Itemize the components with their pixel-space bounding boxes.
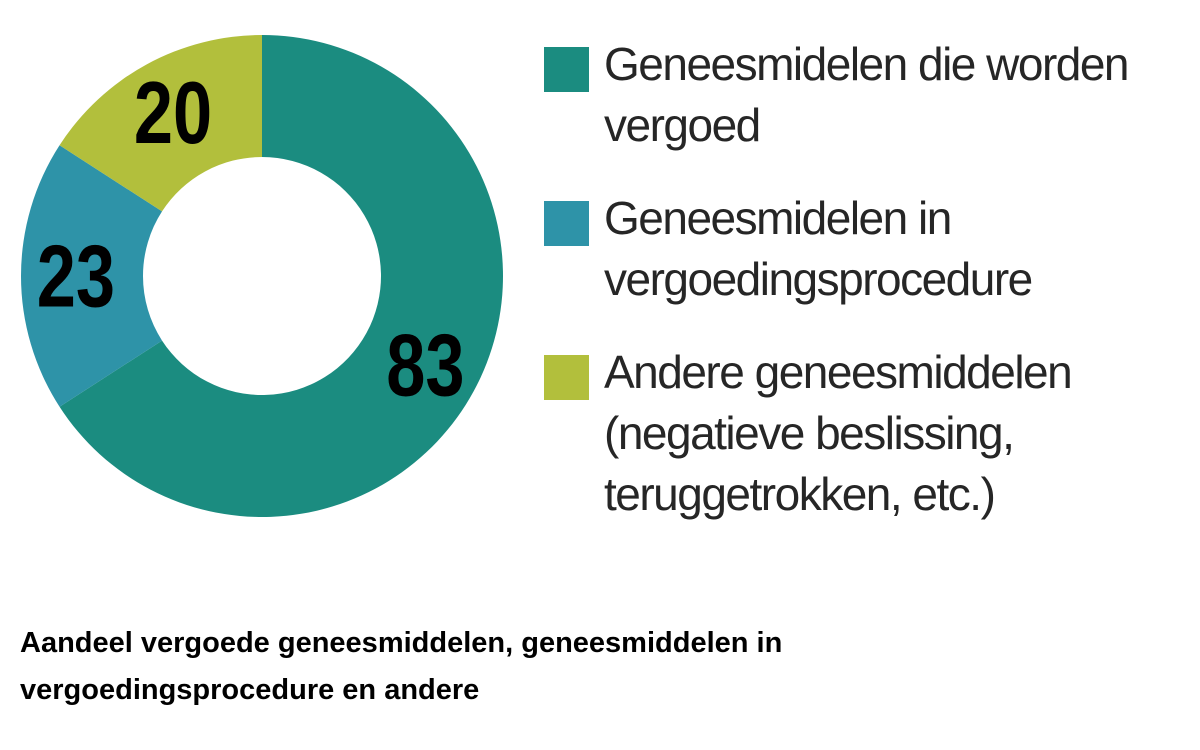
donut-segment-value-1: 23 [36,226,116,326]
legend-item-0 [544,34,1149,156]
donut-chart [0,0,545,545]
chart-caption: Aandeel vergoede geneesmiddelen, geneesmiddelen in vergoedingsprocedure en andere [20,627,783,706]
legend-item-2 [544,342,1149,525]
donut-segment-value-0: 83 [386,315,465,415]
legend-swatch-icon [544,201,589,246]
legend-label: Geneesmidelen in vergoedingsprocedure [604,192,1032,305]
donut-segment-value-2: 20 [133,63,213,162]
legend-label: Andere geneesmiddelen (negatieve beslissing, teruggetrokken, etc.) [604,346,1072,520]
legend-label: Geneesmidelen die worden vergoed [604,38,1129,151]
legend-item-1 [544,188,1149,310]
legend-swatch-icon [544,355,589,400]
chart-legend [544,34,1149,525]
legend-swatch-icon [544,47,589,92]
